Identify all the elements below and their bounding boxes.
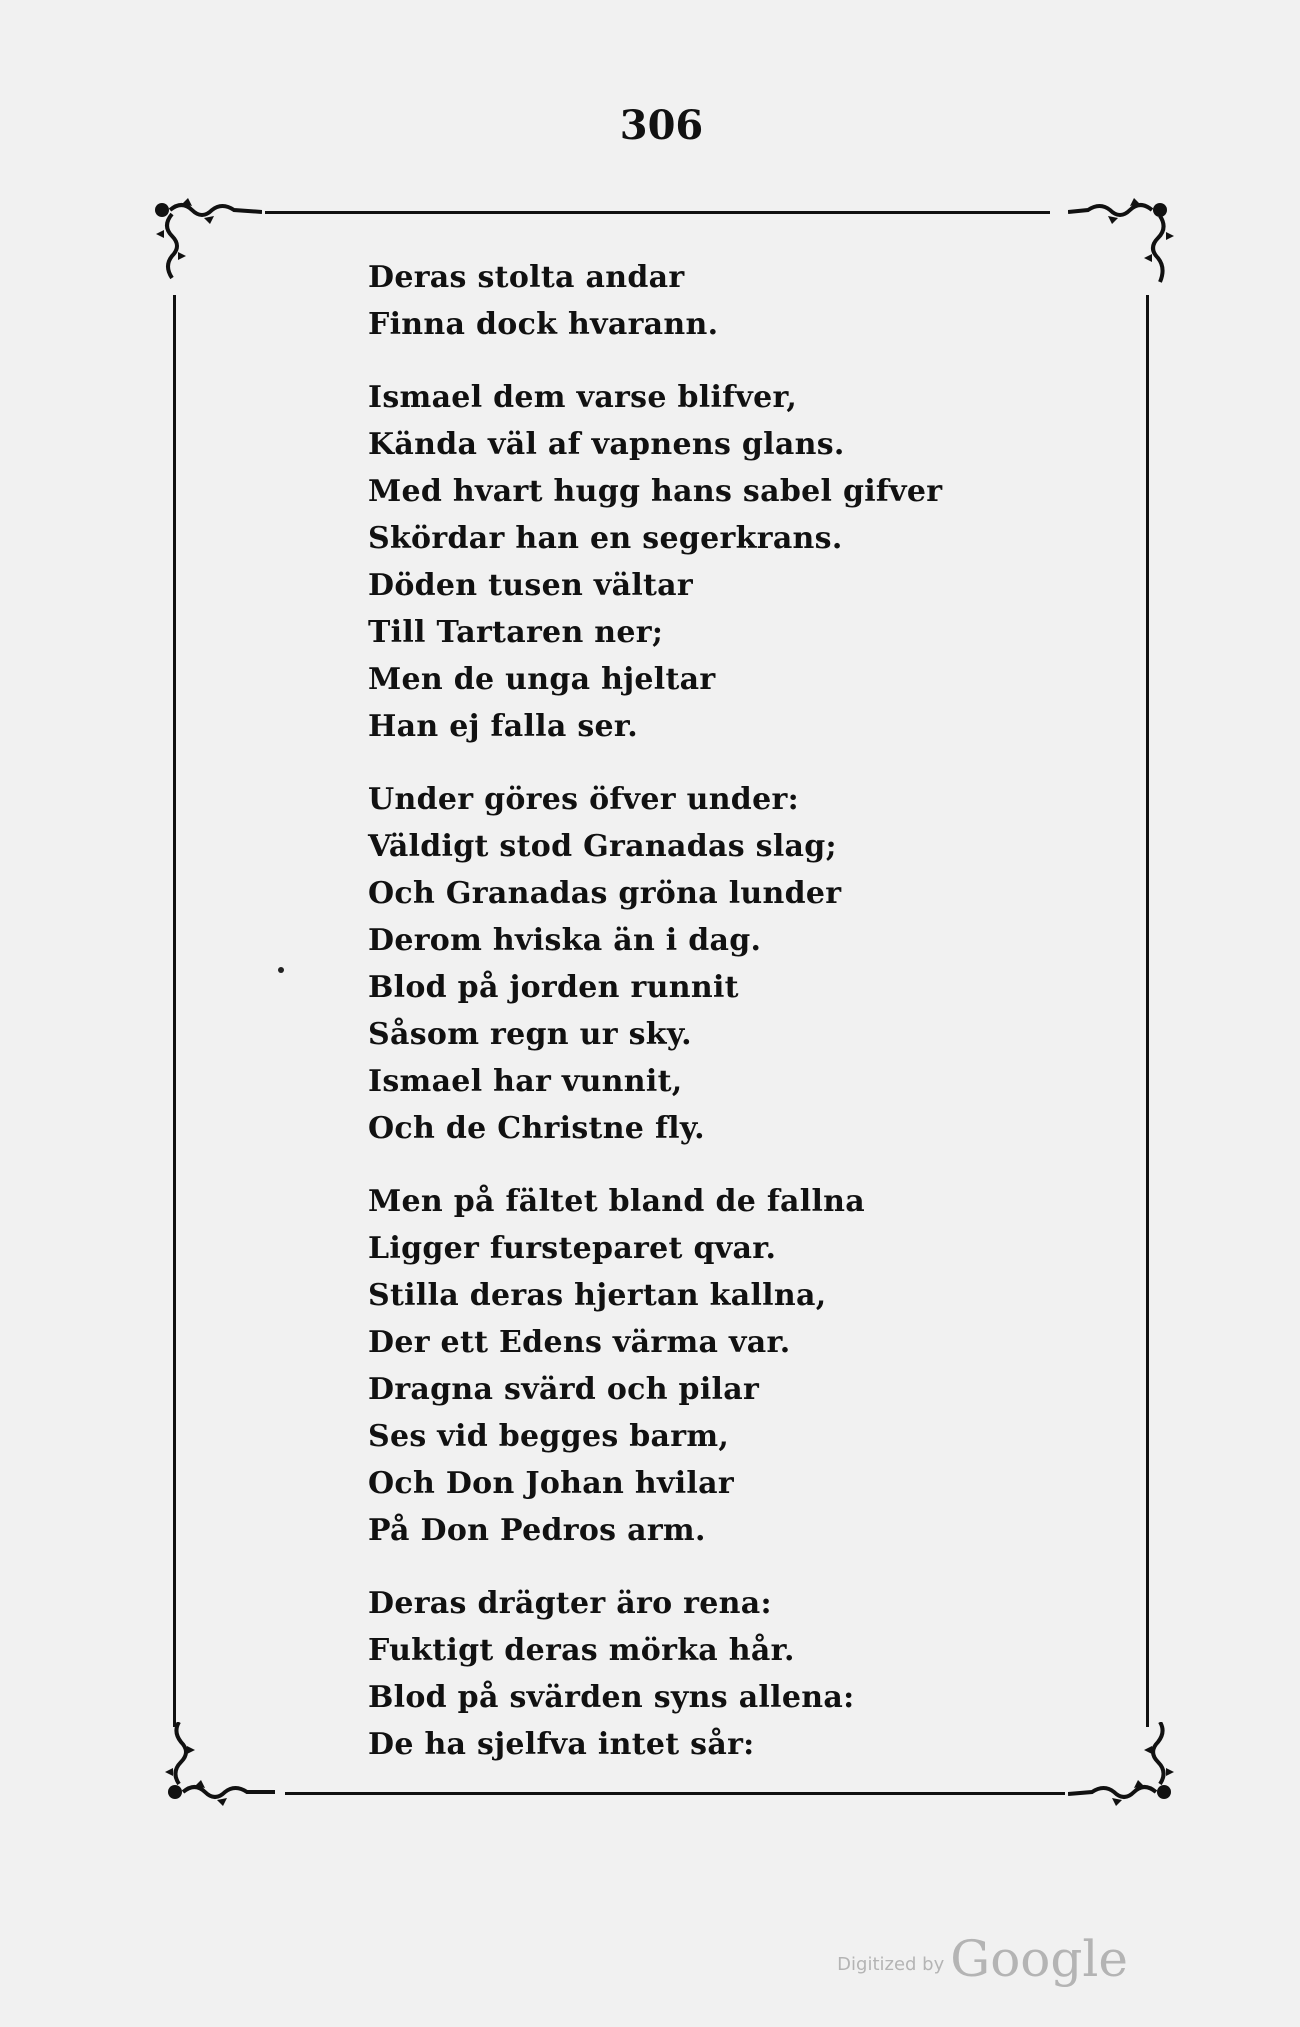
floral-corner-top-left-icon bbox=[152, 196, 262, 306]
poem-line: De ha sjelfva intet sår: bbox=[368, 1727, 755, 1762]
poem-line: Ses vid begges barm, bbox=[368, 1419, 730, 1454]
poem-line: Deras stolta andar bbox=[368, 260, 685, 295]
poem-line: Under göres öfver under: bbox=[368, 782, 799, 817]
poem-line: Med hvart hugg hans sabel gifver bbox=[368, 474, 943, 509]
floral-corner-bottom-left-icon bbox=[165, 1722, 275, 1832]
poem-line: Och Don Johan hvilar bbox=[368, 1466, 734, 1501]
poem-line: Ligger fursteparet qvar. bbox=[368, 1231, 777, 1266]
poem-line: Såsom regn ur sky. bbox=[368, 1017, 692, 1052]
poem-line: Kända väl af vapnens glans. bbox=[368, 427, 845, 462]
floral-corner-top-right-icon bbox=[1068, 196, 1178, 306]
poem-line: Men de unga hjeltar bbox=[368, 662, 716, 697]
poem-line: Ismael har vunnit, bbox=[368, 1064, 683, 1099]
right-border-rule bbox=[1146, 295, 1149, 1727]
poem-line: Der ett Edens värma var. bbox=[368, 1325, 791, 1360]
poem-line: Till Tartaren ner; bbox=[368, 615, 664, 650]
poem-body bbox=[368, 254, 942, 1794]
poem-line: Men på fältet bland de fallna bbox=[368, 1184, 866, 1219]
poem-line: Stilla deras hjertan kallna, bbox=[368, 1278, 827, 1313]
poem-line: Finna dock hvarann. bbox=[368, 307, 719, 342]
top-border-rule bbox=[265, 211, 1050, 214]
floral-corner-bottom-right-icon bbox=[1068, 1722, 1178, 1832]
left-border-rule bbox=[173, 295, 176, 1727]
google-logo-text: Google bbox=[950, 1930, 1128, 1988]
poem-line: Blod på jorden runnit bbox=[368, 970, 739, 1005]
poem-line: Och de Christne fly. bbox=[368, 1111, 705, 1146]
ink-speck bbox=[278, 967, 284, 973]
poem-line: Blod på svärden syns allena: bbox=[368, 1680, 855, 1715]
poem-line: Fuktigt deras mörka hår. bbox=[368, 1633, 795, 1668]
poem-line: Ismael dem varse blifver, bbox=[368, 380, 798, 415]
stanza bbox=[368, 374, 942, 750]
poem-line: Dragna svärd och pilar bbox=[368, 1372, 760, 1407]
watermark-prefix: Digitized by bbox=[837, 1954, 945, 1975]
poem-line: Deras drägter äro rena: bbox=[368, 1586, 772, 1621]
stanza bbox=[368, 254, 942, 348]
poem-line: Derom hviska än i dag. bbox=[368, 923, 762, 958]
stanza bbox=[368, 1580, 942, 1768]
stanza bbox=[368, 776, 942, 1152]
poem-line: Han ej falla ser. bbox=[368, 709, 639, 744]
digitized-by-google-watermark bbox=[837, 1930, 1128, 1988]
poem-line: Väldigt stod Granadas slag; bbox=[368, 829, 837, 864]
stanza bbox=[368, 1178, 942, 1554]
poem-line: På Don Pedros arm. bbox=[368, 1513, 706, 1548]
page-number: 306 bbox=[619, 102, 704, 149]
poem-line: Skördar han en segerkrans. bbox=[368, 521, 843, 556]
poem-line: Döden tusen vältar bbox=[368, 568, 694, 603]
poem-line: Och Granadas gröna lunder bbox=[368, 876, 842, 911]
